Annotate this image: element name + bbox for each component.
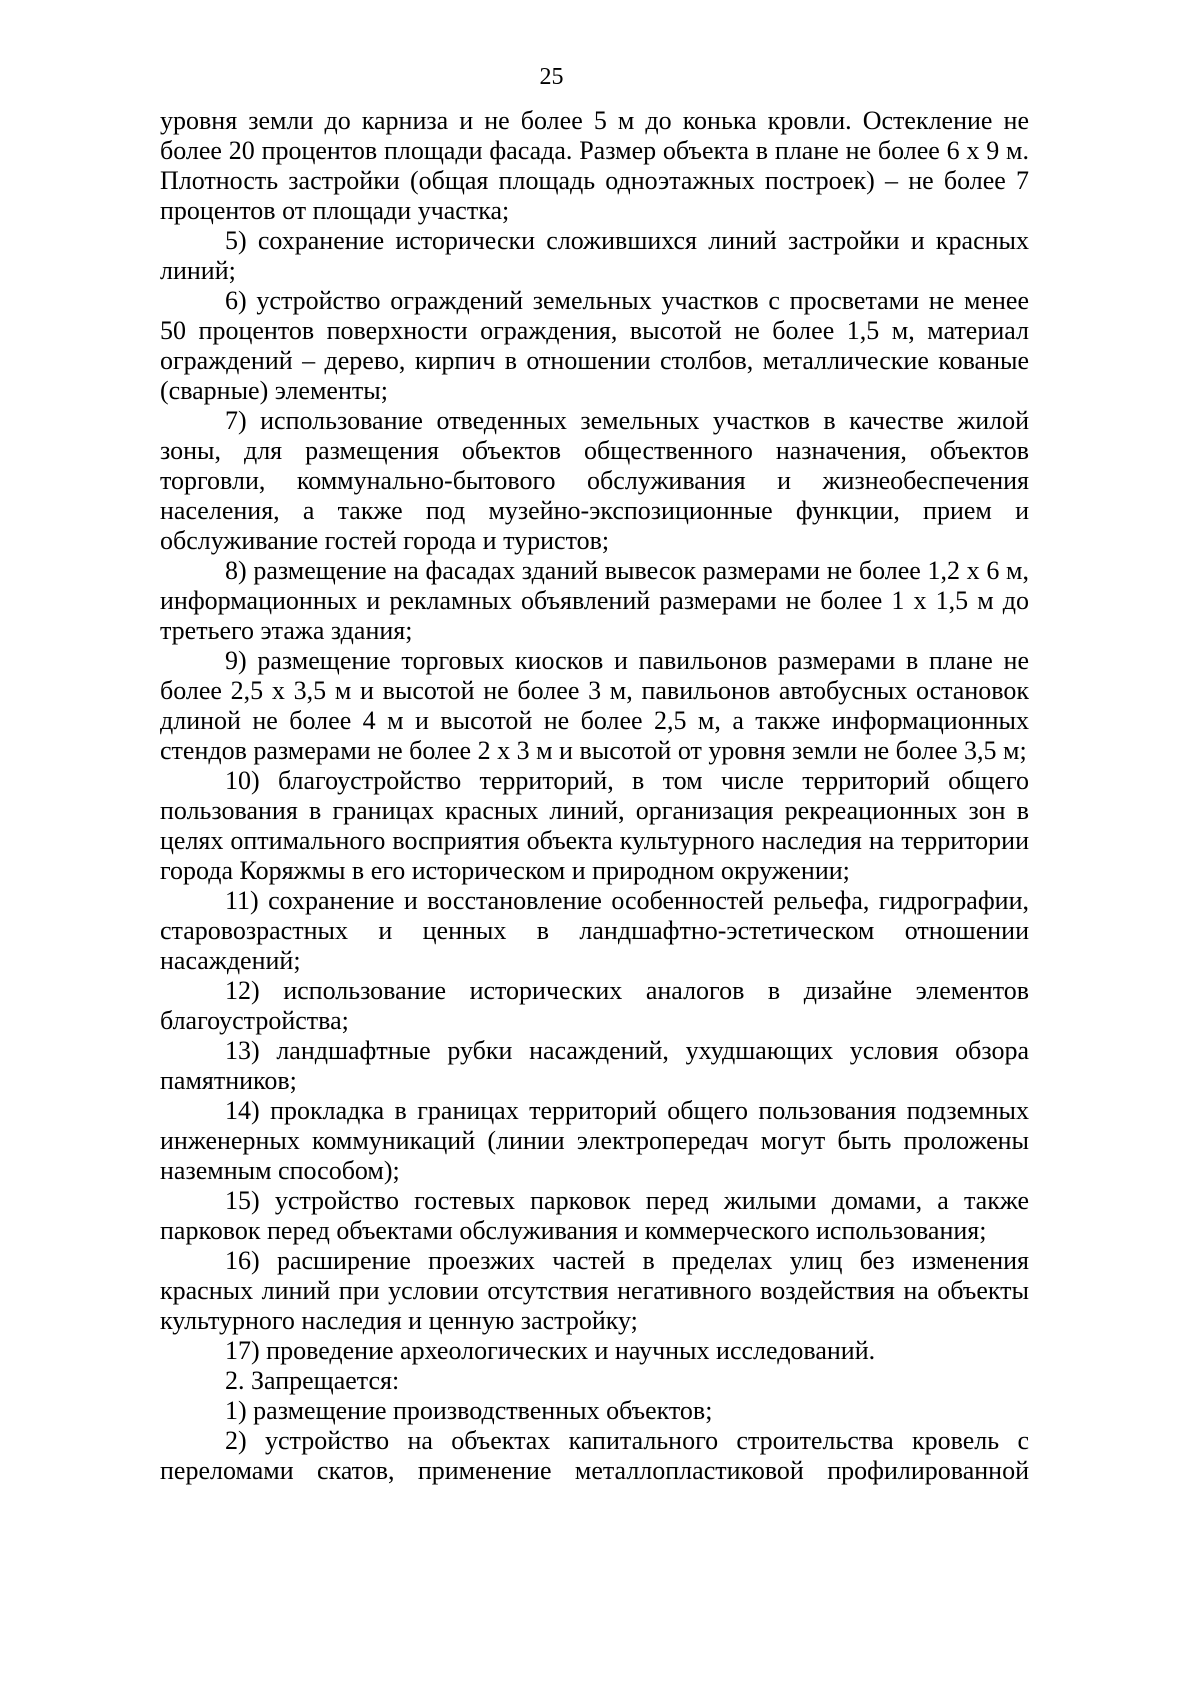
paragraph: 1) размещение производственных объектов; [225,1396,713,1425]
paragraph: 12) использование исторических аналогов в дизайне элементов благоустройства; [160,976,1029,1035]
paragraph: 7) использование отведенных земельных участков в качестве жилой зоны, для размещения объектов общественного назначения, объектов торговли, коммунально-бытового обслуживания и жизнеобеспечения населения, а также под музейно-экспозиционные функции, прием и обслуживание гостей города и туристов; [160,406,1029,555]
document-body [160,106,1029,1486]
paragraph: 17) проведение археологических и научных исследований. [225,1336,876,1365]
paragraph: уровня земли до карниза и не более 5 м до конька кровли. Остекление не более 20 процентов площади фасада. Размер объекта в плане не более 6 х 9 м. Плотность застройки (общая площадь одноэтажных построек) – не более 7 процентов от площади участка; [160,106,1029,225]
paragraph: 15) устройство гостевых парковок перед жилыми домами, а также парковок перед объектами обслуживания и коммерческого использования; [160,1186,1029,1245]
paragraph: 11) сохранение и восстановление особенностей рельефа, гидрографии, старовозрастных и ценных в ландшафтно-эстетическом отношении насаждений; [160,886,1029,975]
paragraph: 13) ландшафтные рубки насаждений, ухудшающих условия обзора памятников; [160,1036,1029,1095]
paragraph: 2) устройство на объектах капитального строительства кровель с переломами скатов, применение металлопластиковой профилированной [160,1426,1029,1485]
paragraph: 2. Запрещается: [225,1366,400,1395]
paragraph: 6) устройство ограждений земельных участков с просветами не менее 50 процентов поверхности ограждения, высотой не более 1,5 м, материал ограждений – дерево, кирпич в отношении столбов, металлические кованые (сварные) элементы; [160,286,1029,405]
paragraph: 8) размещение на фасадах зданий вывесок размерами не более 1,2 х 6 м, информационных и рекламных объявлений размерами не более 1 х 1,5 м до третьего этажа здания; [160,556,1029,645]
paragraph: 14) прокладка в границах территорий общего пользования подземных инженерных коммуникаций (линии электропередач могут быть проложены наземным способом); [160,1096,1029,1185]
paragraph: 5) сохранение исторически сложившихся линий застройки и красных линий; [160,226,1029,285]
paragraph: 16) расширение проезжих частей в пределах улиц без изменения красных линий при условии отсутствия негативного воздействия на объекты культурного наследия и ценную застройку; [160,1246,1029,1335]
paragraph: 9) размещение торговых киосков и павильонов размерами в плане не более 2,5 х 3,5 м и высотой не более 3 м, павильонов автобусных остановок длиной не более 4 м и высотой не более 2,5 м, а также информационных стендов размерами не более 2 х 3 м и высотой от уровня земли не более 3,5 м; [160,646,1029,765]
paragraph: 10) благоустройство территорий, в том числе территорий общего пользования в границах красных линий, организация рекреационных зон в целях оптимального восприятия объекта культурного наследия на территории города Коряжмы в его историческом и природном окружении; [160,766,1029,885]
page-number: 25 [539,64,564,90]
